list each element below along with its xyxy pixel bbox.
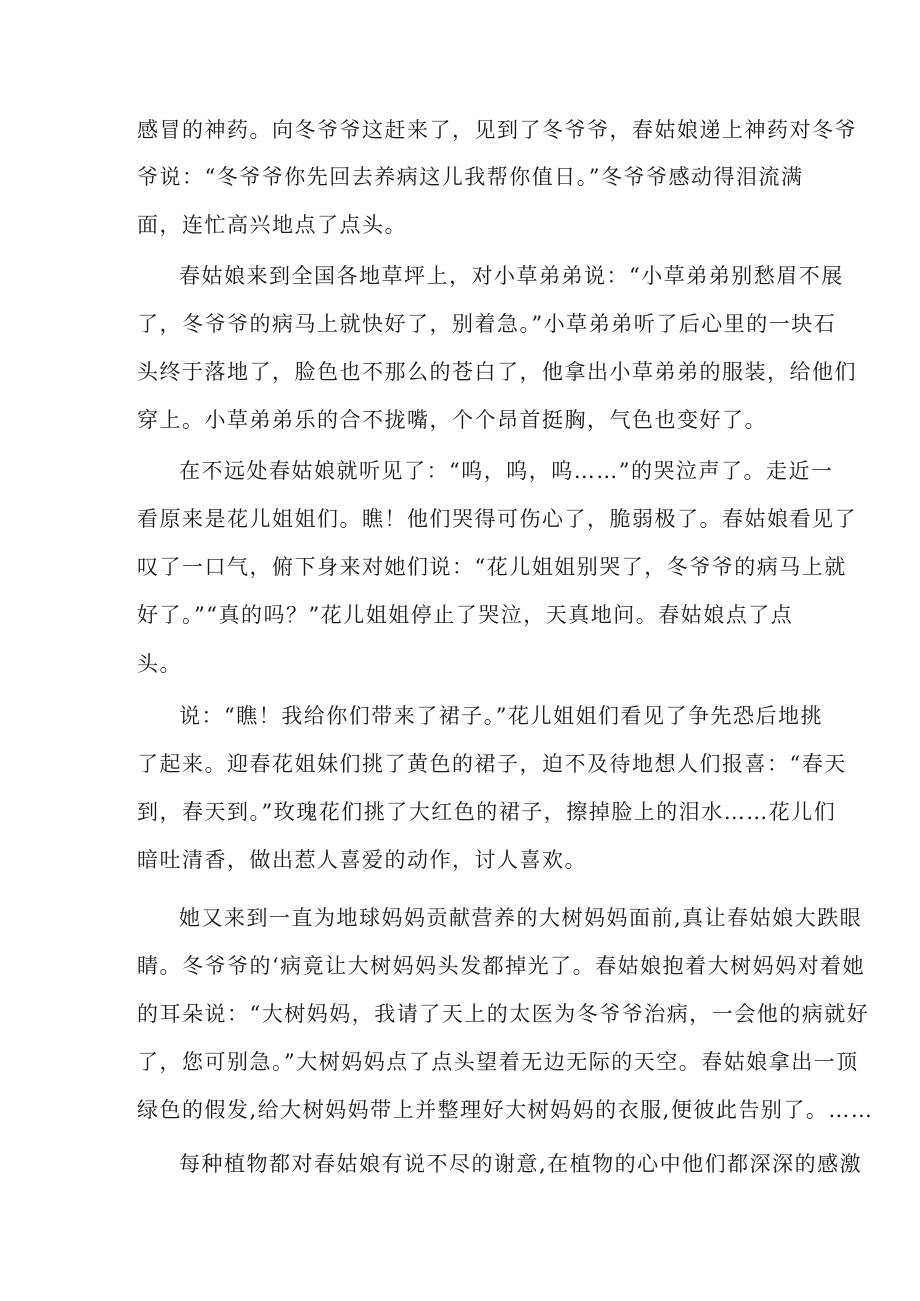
text-line: 了，冬爷爷的病马上就快好了，别着急。”小草弟弟听了后心里的一块石 bbox=[137, 312, 837, 336]
text-line: 每种植物都对春姑娘有说不尽的谢意,在植物的心中他们都深深的感激 bbox=[179, 1152, 863, 1176]
text-line: 在不远处春姑娘就听见了：“呜，呜，呜……”的哭泣声了。走近一 bbox=[179, 459, 834, 483]
text-line: 了，您可别急。”大树妈妈点了点头望着无边无际的天空。春姑娘拿出一顶 bbox=[137, 1050, 859, 1074]
text-line: 看原来是花儿姐姐们。瞧！他们哭得可伤心了，脆弱极了。春姑娘看见了 bbox=[137, 507, 857, 531]
text-line: 了起来。迎春花姐妹们挑了黄色的裙子，迫不及待地想人们报喜：“春天 bbox=[137, 752, 847, 776]
text-line: 头。 bbox=[137, 652, 182, 676]
text-line: 绿色的假发,给大树妈妈带上并整理好大树妈妈的衣服,便彼此告别了。…… bbox=[137, 1098, 874, 1122]
text-line: 面，连忙高兴地点了点头。 bbox=[137, 213, 407, 237]
text-line: 到，春天到。”玫瑰花们挑了大红色的裙子，擦掉脸上的泪水……花儿们 bbox=[137, 800, 837, 824]
text-line: 穿上。小草弟弟乐的合不拢嘴，个个昂首挺胸，气色也变好了。 bbox=[137, 408, 767, 432]
text-line: 的耳朵说：“大树妈妈，我请了天上的太医为冬爷爷治病，一会他的病就好 bbox=[137, 1002, 870, 1026]
text-line: 头终于落地了，脸色也不那么的苍白了，他拿出小草弟弟的服装，给他们 bbox=[137, 360, 857, 384]
text-line: 感冒的神药。向冬爷爷这赶来了，见到了冬爷爷，春姑娘递上神药对冬爷 bbox=[137, 118, 857, 142]
text-line: 说：“瞧！我给你们带来了裙子。”花儿姐姐们看见了争先恐后地挑 bbox=[179, 704, 823, 728]
text-line: 好了。”“真的吗？”花儿姐姐停止了哭泣，天真地问。春姑娘点了点 bbox=[137, 603, 794, 627]
text-line: 暗吐清香，做出惹人喜爱的动作，讨人喜欢。 bbox=[137, 848, 587, 872]
text-line: 睛。冬爷爷的‘病竟让大树妈妈头发都掉光了。春姑娘抱着大树妈妈对着她 bbox=[137, 954, 866, 978]
text-line: 春姑娘来到全国各地草坪上，对小草弟弟说：“小草弟弟别愁眉不展 bbox=[179, 264, 844, 288]
text-line: 爷说：“冬爷爷你先回去养病这儿我帮你值日。”冬爷爷感动得泪流满 bbox=[137, 165, 804, 189]
text-line: 叹了一口气，俯下身来对她们说：“花儿姐姐别哭了，冬爷爷的病马上就 bbox=[137, 555, 847, 579]
text-line: 她又来到一直为地球妈妈贡献营养的大树妈妈面前,真让春姑娘大跌眼 bbox=[179, 906, 863, 930]
